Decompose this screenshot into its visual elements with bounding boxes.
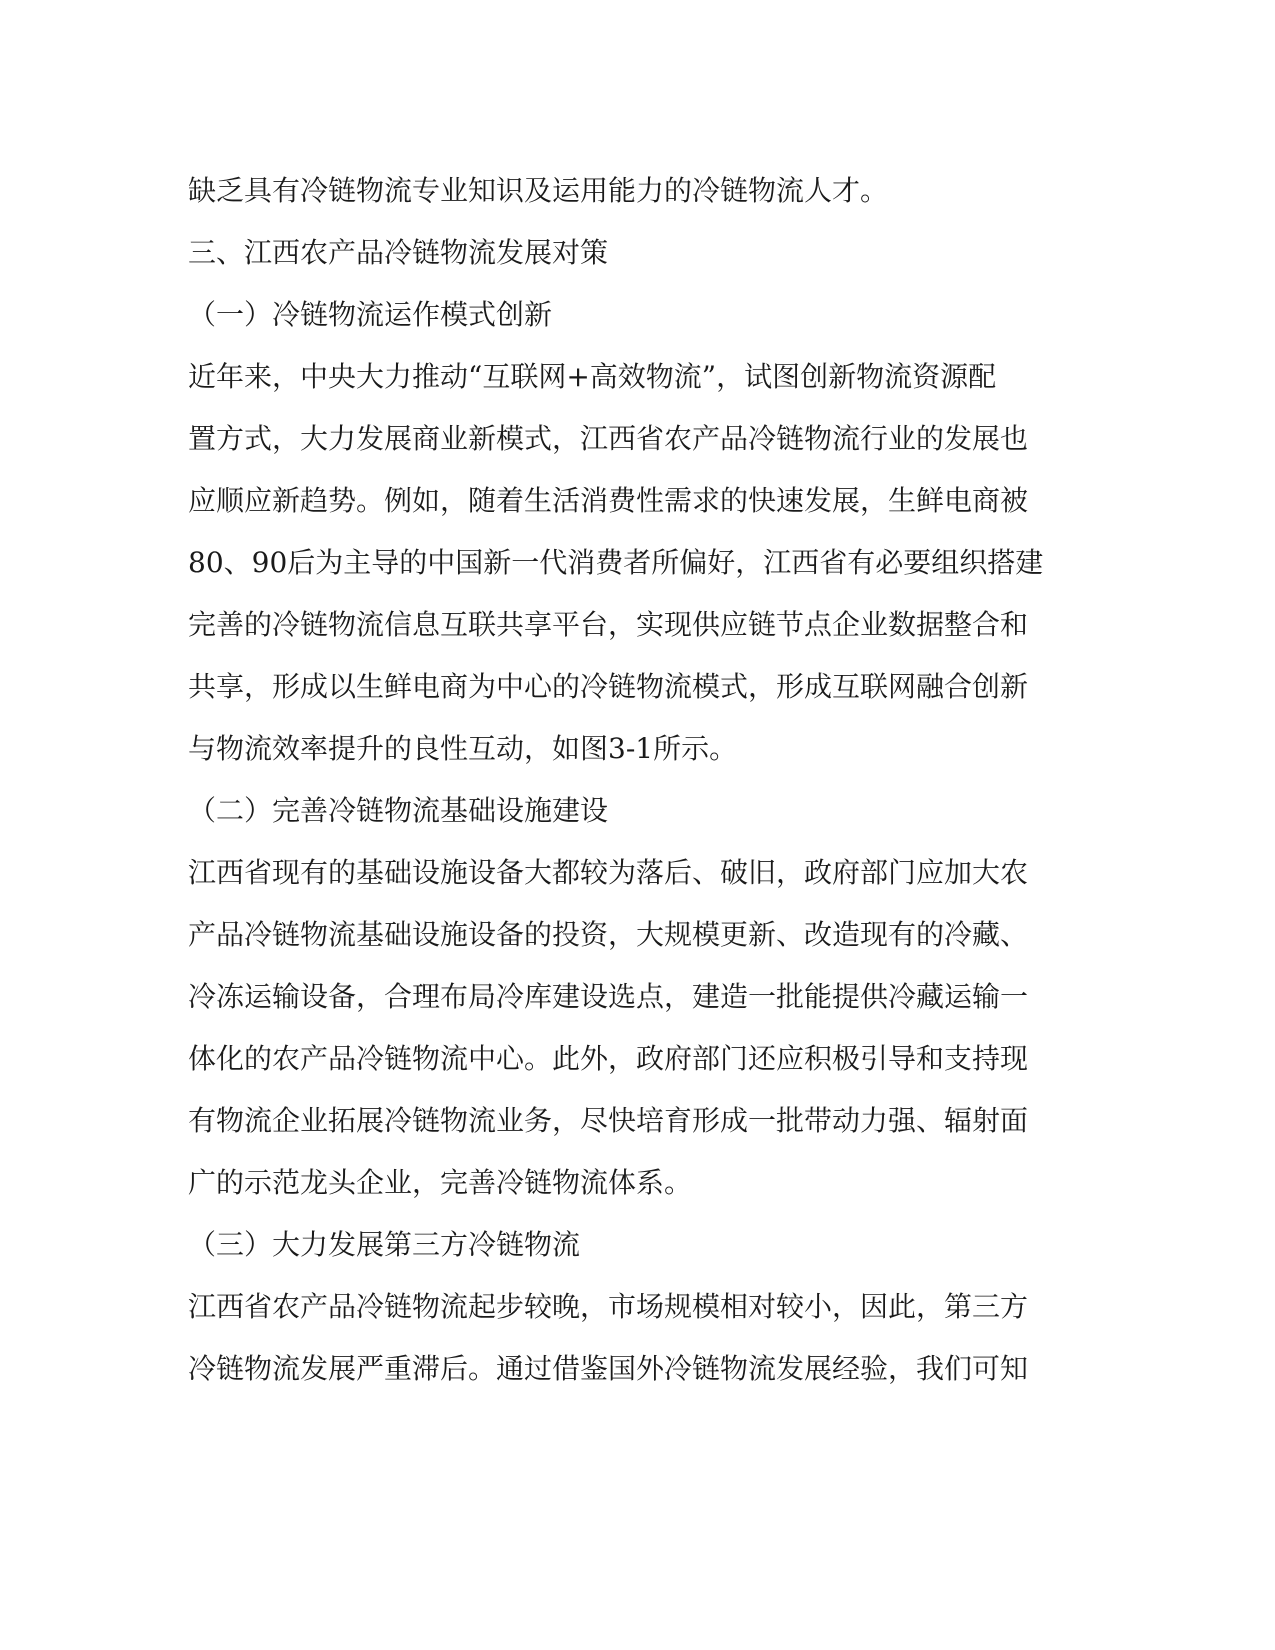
subsection-heading: （一）冷链物流运作模式创新: [188, 298, 553, 331]
body-text-line: 置方式，大力发展商业新模式，江西省农产品冷链物流行业的发展也: [188, 422, 1029, 455]
body-text-line: 体化的农产品冷链物流中心。此外，政府部门还应积极引导和支持现: [188, 1042, 1029, 1075]
body-text-line: 近年来，中央大力推动“互联网+高效物流”，试图创新物流资源配: [188, 360, 997, 393]
body-text-line: 与物流效率提升的良性互动，如图3-1所示。: [188, 732, 738, 765]
body-text-line: 产品冷链物流基础设施设备的投资，大规模更新、改造现有的冷藏、: [188, 918, 1029, 951]
section-heading: 三、江西农产品冷链物流发展对策: [188, 236, 609, 269]
body-text-line: 江西省现有的基础设施设备大都较为落后、破旧，政府部门应加大农: [188, 856, 1029, 889]
document-body: [188, 160, 1044, 1400]
body-text-line: 冷冻运输设备，合理布局冷库建设选点，建造一批能提供冷藏运输一: [188, 980, 1029, 1013]
body-text-line: 缺乏具有冷链物流专业知识及运用能力的冷链物流人才。: [188, 174, 889, 207]
subsection-heading: （三）大力发展第三方冷链物流: [188, 1228, 581, 1261]
body-text-line: 江西省农产品冷链物流起步较晚，市场规模相对较小，因此，第三方: [188, 1290, 1029, 1323]
body-text-line: 共享，形成以生鲜电商为中心的冷链物流模式，形成互联网融合创新: [188, 670, 1029, 703]
body-text-line: 有物流企业拓展冷链物流业务，尽快培育形成一批带动力强、辐射面: [188, 1104, 1029, 1137]
body-text-line: 冷链物流发展严重滞后。通过借鉴国外冷链物流发展经验，我们可知: [188, 1352, 1029, 1385]
body-text-line: 完善的冷链物流信息互联共享平台，实现供应链节点企业数据整合和: [188, 608, 1029, 641]
subsection-heading: （二）完善冷链物流基础设施建设: [188, 794, 609, 827]
body-text-line: 应顺应新趋势。例如，随着生活消费性需求的快速发展，生鲜电商被: [188, 484, 1029, 517]
body-text-line: 广的示范龙头企业，完善冷链物流体系。: [188, 1166, 693, 1199]
body-text-line: 80、90后为主导的中国新一代消费者所偏好，江西省有必要组织搭建: [188, 546, 1044, 579]
